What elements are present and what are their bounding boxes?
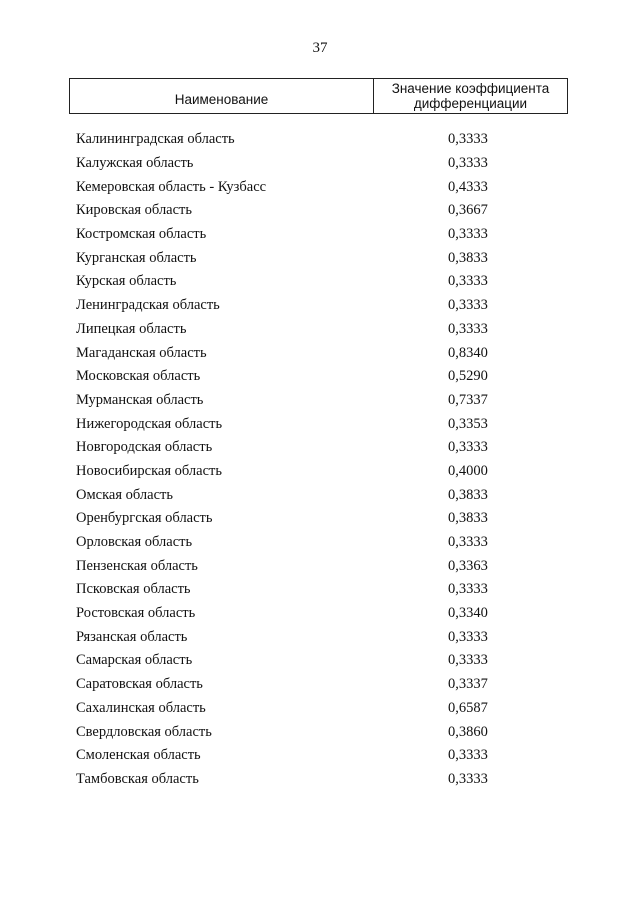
coefficient-value: 0,3337 (448, 676, 488, 693)
table-row (76, 412, 568, 436)
coefficient-value: 0,3333 (448, 439, 488, 456)
region-name: Липецкая область (76, 320, 187, 337)
coefficient-value: 0,4333 (448, 178, 488, 195)
coefficient-value: 0,3333 (448, 155, 488, 172)
coefficient-value: 0,3833 (448, 510, 488, 527)
coefficient-value: 0,3667 (448, 202, 488, 219)
coefficient-value: 0,5290 (448, 368, 488, 385)
region-name: Саратовская область (76, 676, 203, 693)
table-row (76, 270, 568, 294)
table-header (69, 78, 568, 114)
table-row (76, 744, 568, 768)
table-row (76, 531, 568, 555)
region-name: Калининградская область (76, 131, 235, 148)
coefficient-value: 0,3333 (448, 297, 488, 314)
coefficient-value: 0,6587 (448, 699, 488, 716)
region-name: Ростовская область (76, 605, 196, 622)
table-row (76, 483, 568, 507)
coefficient-value: 0,3333 (448, 226, 488, 243)
table-row (76, 649, 568, 673)
region-name: Новосибирская область (76, 462, 222, 479)
table-row (76, 602, 568, 626)
column-header-value (374, 79, 567, 113)
region-name: Калужская область (76, 155, 194, 172)
column-header-name: Наименование (70, 79, 374, 113)
table-row (76, 128, 568, 152)
table-row (76, 673, 568, 697)
region-name: Сахалинская область (76, 699, 206, 716)
region-name: Московская область (76, 368, 201, 385)
coefficient-value: 0,3833 (448, 486, 488, 503)
table-row (76, 554, 568, 578)
region-name: Смоленская область (76, 747, 201, 764)
table-row (76, 199, 568, 223)
region-name: Рязанская область (76, 628, 188, 645)
table-row (76, 768, 568, 792)
region-name: Костромская область (76, 226, 207, 243)
coefficient-value: 0,3333 (448, 273, 488, 290)
table-row (76, 625, 568, 649)
table-row (76, 389, 568, 413)
coefficient-value: 0,3333 (448, 747, 488, 764)
coefficient-value: 0,3333 (448, 770, 488, 787)
region-name: Омская область (76, 486, 173, 503)
coefficient-value: 0,3333 (448, 131, 488, 148)
coefficient-value: 0,7337 (448, 391, 488, 408)
coefficient-value: 0,3333 (448, 581, 488, 598)
region-name: Курская область (76, 273, 177, 290)
coefficient-value: 0,8340 (448, 344, 488, 361)
table-row (76, 341, 568, 365)
table-row (76, 697, 568, 721)
coefficient-value: 0,3833 (448, 249, 488, 266)
table-row (76, 460, 568, 484)
region-name: Ленинградская область (76, 297, 220, 314)
region-name: Нижегородская область (76, 415, 223, 432)
region-name: Новгородская область (76, 439, 213, 456)
region-name: Мурманская область (76, 391, 204, 408)
table-row (76, 152, 568, 176)
region-name: Оренбургская область (76, 510, 213, 527)
coefficient-value: 0,3340 (448, 605, 488, 622)
table-row (76, 223, 568, 247)
column-header-value-line2: дифференциации (413, 96, 528, 111)
region-name: Псковская область (76, 581, 191, 598)
table-row (76, 720, 568, 744)
coefficient-value: 0,3333 (448, 320, 488, 337)
coefficient-value: 0,3363 (448, 557, 488, 574)
table-row (76, 294, 568, 318)
region-name: Кировская область (76, 202, 193, 219)
table-row (76, 436, 568, 460)
table-row (76, 578, 568, 602)
coefficient-value: 0,3333 (448, 652, 488, 669)
table-row (76, 318, 568, 342)
coefficient-value: 0,4000 (448, 462, 488, 479)
region-name: Тамбовская область (76, 770, 199, 787)
region-name: Самарская область (76, 652, 193, 669)
coefficient-value: 0,3333 (448, 628, 488, 645)
region-name: Орловская область (76, 534, 193, 551)
table-row (76, 507, 568, 531)
region-name: Пензенская область (76, 557, 198, 574)
region-name: Курганская область (76, 249, 197, 266)
table-row (76, 365, 568, 389)
coefficient-value: 0,3353 (448, 415, 488, 432)
region-name: Свердловская область (76, 723, 212, 740)
coefficient-value: 0,3333 (448, 534, 488, 551)
table-body (76, 128, 568, 791)
table-row (76, 175, 568, 199)
column-header-value-line1: Значение коэффициента (391, 81, 550, 96)
region-name: Магаданская область (76, 344, 207, 361)
coefficient-value: 0,3860 (448, 723, 488, 740)
page-number: 37 (312, 40, 328, 56)
region-name: Кемеровская область - Кузбасс (76, 178, 267, 195)
table-row (76, 246, 568, 270)
